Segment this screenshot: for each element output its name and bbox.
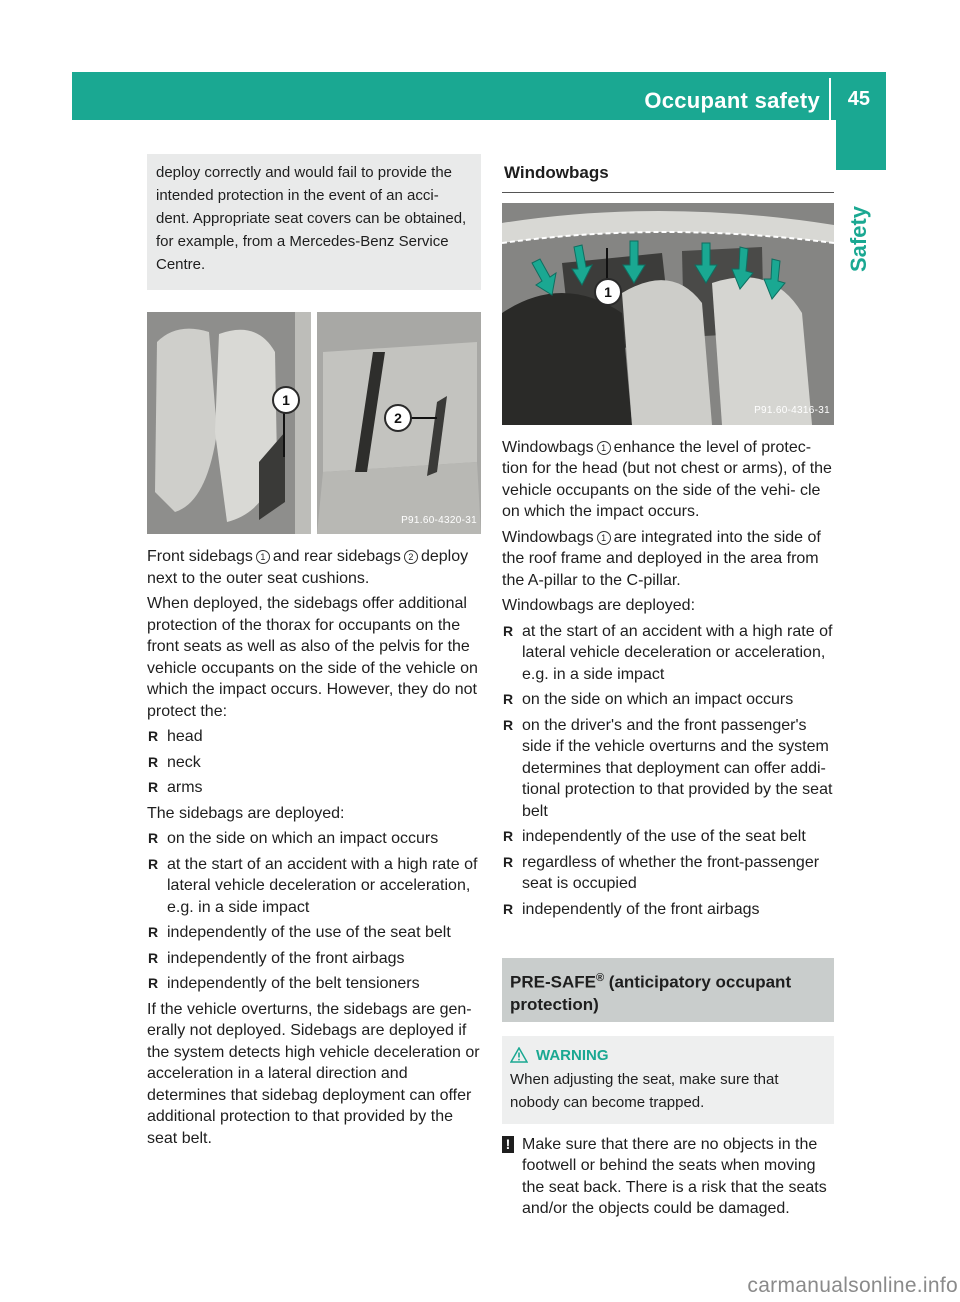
notice-text: Make sure that there are no objects in the footwell or behind the seats when moving the seat back. There is a risk that the seats and/or the objects could be damaged. — [522, 1135, 827, 1218]
windowbag-illustration — [502, 203, 834, 425]
chapter-tab — [836, 120, 886, 170]
list-item: R at the start of an accident with a high rate of lateral vehicle deceleration or acceleration, e.g. in a side impact — [147, 854, 481, 919]
right-column — [502, 150, 834, 1220]
list-item: R at the start of an accident with a high rate of lateral vehicle deceleration or acceleration, e.g. in a side impact — [502, 621, 834, 686]
windowbags-heading: Windowbags — [502, 150, 834, 193]
callout-ref-1: 1 — [597, 441, 611, 455]
windowbag-deployed-list — [502, 621, 834, 921]
page-number: 45 — [847, 88, 870, 110]
sidebag-protection-text: When deployed, the sidebags offer additional protection of the thorax for occupants on the front seats as well as also of the pelvis for the vehicle occupants on the side of the vehicle on which the impact occurs. However, they do not protect the: — [147, 595, 478, 720]
callout-front-sidebag: 1 — [272, 386, 300, 414]
list-item: R neck — [147, 752, 481, 774]
list-item: R regardless of whether the front-passenger seat is occupied — [502, 852, 834, 895]
list-item: R independently of the front airbags — [147, 948, 481, 970]
callout-ref-1: 1 — [256, 550, 270, 564]
presafe-heading: PRE-SAFE® (anticipatory occupant protection) — [502, 958, 834, 1022]
list-item: R independently of the use of the seat belt — [147, 922, 481, 944]
list-item: R on the side on which an impact occurs — [502, 689, 834, 711]
sidebag-photo — [147, 312, 481, 534]
chapter-label: Safety — [846, 205, 871, 272]
warning-box — [502, 1036, 834, 1124]
list-item: R on the side on which an impact occurs — [147, 828, 481, 850]
list-item: R on the driver's and the front passenger's side if the vehicle overturns and the system determines that deployment can offer addi- tional protection to that provided by the seat belt — [502, 715, 834, 823]
list-item: R independently of the front airbags — [502, 899, 834, 921]
notice — [502, 1134, 834, 1220]
watermark: carmanualsonline.info — [747, 1274, 958, 1297]
header-separator — [829, 78, 831, 120]
overturn-text: If the vehicle overturns, the sidebags are gen- erally not deployed. Sidebags are deployed if the system detects high vehicle deceleration or acceleration in a lateral direction and determines that sidebag deployment can offer additional protection to that provided by the seat belt. — [147, 1000, 480, 1147]
sidebag-deployed-heading: The sidebags are deployed: — [147, 804, 345, 822]
callout-rear-sidebag: 2 — [384, 404, 412, 432]
warning-triangle-icon — [510, 1047, 528, 1063]
list-item: R head — [147, 726, 481, 748]
list-item: R independently of the belt tensioners — [147, 973, 481, 995]
callout-ref-2: 2 — [404, 550, 418, 564]
sidebag-intro: Front sidebags 1 and rear sidebags 2 deploy next to the outer seat cushions. — [147, 548, 469, 587]
sidebag-illustration — [147, 312, 481, 534]
callout-windowbag: 1 — [594, 278, 622, 306]
image-code: P91.60-4320-31 — [401, 514, 477, 526]
windowbag-intro: Windowbags 1 enhance the level of protec- tion for the head (but not chest or arms), of the vehicle occupants on the side of the vehi- cle on which the impact occurs. — [502, 438, 832, 520]
windowbag-deployed-heading: Windowbags are deployed: — [502, 597, 696, 614]
header-bar — [72, 72, 886, 120]
page-section-title: Occupant safety — [644, 88, 820, 113]
left-column — [147, 150, 481, 1153]
exclamation-icon: ! — [502, 1136, 514, 1153]
seat-cover-note: deploy correctly and would fail to provide the intended protection in the event of an acci- dent. Appropriate seat covers can be obtained, for example, from a Mercedes-Benz Service Centre. — [147, 154, 481, 290]
windowbag-photo — [502, 203, 834, 425]
warning-title: WARNING — [510, 1044, 826, 1067]
windowbag-location: Windowbags 1 are integrated into the side of the roof frame and deployed in the area from the A-pillar to the C-pillar. — [502, 528, 821, 589]
list-item: R independently of the use of the seat belt — [502, 826, 834, 848]
warning-text: When adjusting the seat, make sure that nobody can become trapped. — [510, 1070, 779, 1111]
not-protected-list — [147, 726, 481, 799]
callout-ref-1: 1 — [597, 531, 611, 545]
sidebag-deployed-list — [147, 828, 481, 995]
image-code: P91.60-4316-31 — [754, 405, 830, 416]
list-item: R arms — [147, 777, 481, 799]
